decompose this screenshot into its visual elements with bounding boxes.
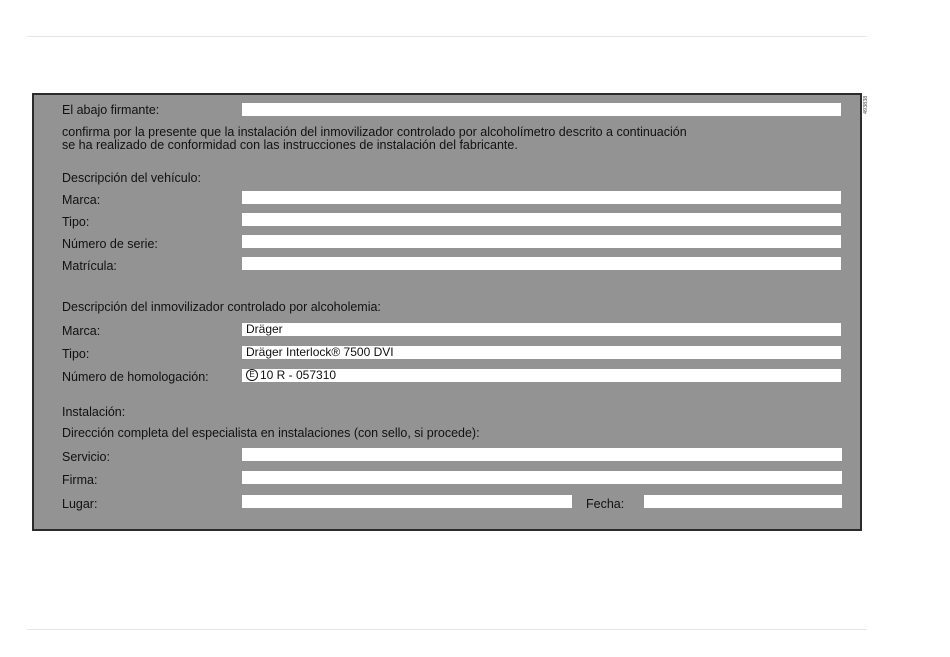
installation-heading: Instalación: <box>62 405 126 419</box>
vehicle-serial-label: Número de serie: <box>62 237 158 251</box>
e-approval-mark-icon: E <box>246 369 258 381</box>
approval-number-field[interactable] <box>242 369 841 382</box>
signature-field[interactable] <box>242 471 842 484</box>
top-divider <box>27 36 867 37</box>
document-code: 493838 <box>863 95 869 115</box>
signature-label: Firma: <box>62 473 98 487</box>
statement-line-1: confirma por la presente que la instalación del inmovilizador controlado por alcoholímetro descrito a continuación <box>62 125 687 139</box>
vehicle-plate-field[interactable] <box>242 257 841 270</box>
vehicle-type-label: Tipo: <box>62 215 90 229</box>
device-brand-label: Marca: <box>62 324 101 338</box>
date-label: Fecha: <box>586 497 625 511</box>
installer-address-heading: Dirección completa del especialista en instalaciones (con sello, si procede): <box>62 426 480 440</box>
approval-number-value: 10 R - 057310 <box>260 368 337 382</box>
place-label: Lugar: <box>62 497 98 511</box>
device-type-label: Tipo: <box>62 347 90 361</box>
immobilizer-heading: Descripción del inmovilizador controlado por alcoholemia: <box>62 300 381 314</box>
signatory-label: El abajo firmante: <box>62 103 160 117</box>
vehicle-brand-field[interactable] <box>242 191 841 204</box>
bottom-divider <box>27 629 867 630</box>
vehicle-heading: Descripción del vehículo: <box>62 171 201 185</box>
approval-number-label: Número de homologación: <box>62 370 209 384</box>
vehicle-type-field[interactable] <box>242 213 841 226</box>
statement-line-2: se ha realizado de conformidad con las instrucciones de instalación del fabricante. <box>62 138 518 152</box>
signatory-field[interactable] <box>242 103 841 116</box>
vehicle-plate-label: Matrícula: <box>62 259 117 273</box>
device-brand-field[interactable]: Dräger <box>242 323 841 336</box>
vehicle-serial-field[interactable] <box>242 235 841 248</box>
vehicle-brand-label: Marca: <box>62 193 101 207</box>
service-field[interactable] <box>242 448 842 461</box>
service-label: Servicio: <box>62 450 110 464</box>
place-field[interactable] <box>242 495 572 508</box>
conformity-statement <box>62 126 687 152</box>
installation-certificate-form <box>32 93 862 531</box>
device-type-field[interactable]: Dräger Interlock® 7500 DVI <box>242 346 841 359</box>
date-field[interactable] <box>644 495 842 508</box>
